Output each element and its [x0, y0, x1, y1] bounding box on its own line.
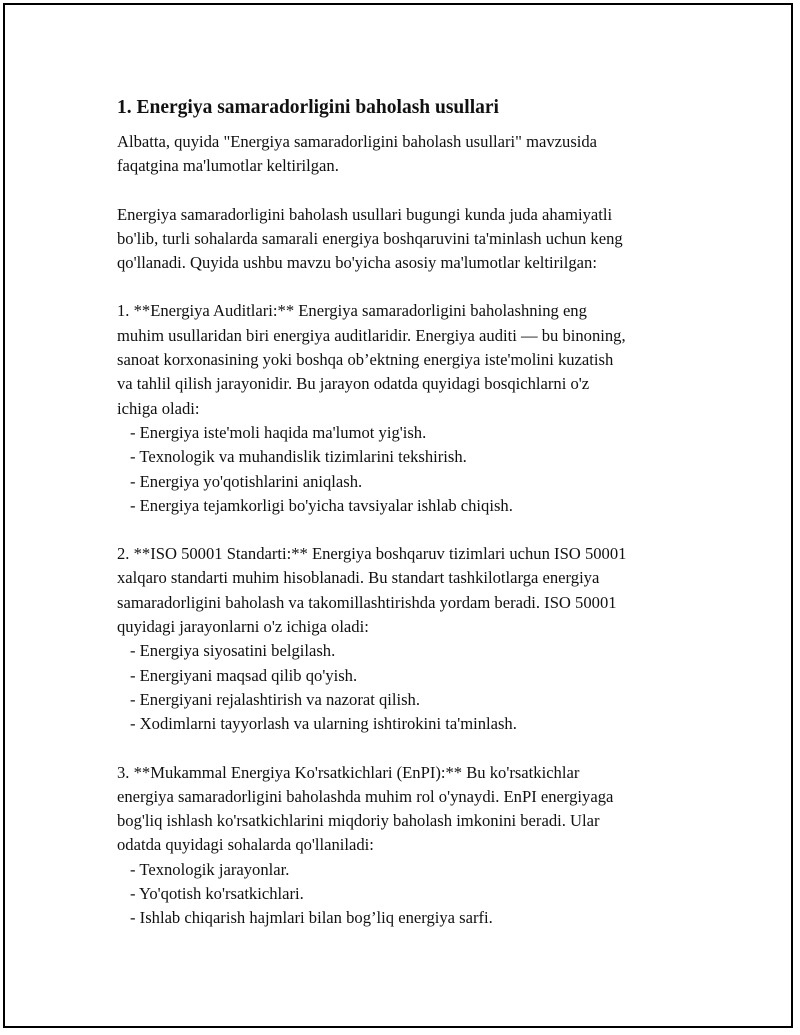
list-item: - Yo'qotish ko'rsatkichlari.: [130, 884, 304, 904]
section-1-line: va tahlil qilish jarayonidir. Bu jarayon odatda quyidagi bosqichlarni o'z: [117, 374, 590, 394]
document-body: [117, 95, 692, 931]
paragraph-line: qo'llanadi. Quyida ushbu mavzu bo'yicha asosiy ma'lumotlar keltirilgan:: [117, 253, 597, 273]
section-3-line: odatda quyidagi sohalarda qo'llaniladi:: [117, 835, 374, 855]
list-item: - Texnologik jarayonlar.: [130, 859, 290, 879]
list-item: - Ishlab chiqarish hajmlari bilan bog’liq energiya sarfi.: [130, 908, 493, 928]
section-3-line: 3. **Mukammal Energiya Ko'rsatkichlari (EnPI):** Bu ko'rsatkichlar: [117, 762, 580, 782]
paragraph-line: bo'lib, turli sohalarda samarali energiya boshqaruvini ta'minlash uchun keng: [117, 228, 623, 248]
list-item: - Energiyani maqsad qilib qo'yish.: [130, 665, 358, 685]
section-3-line: bog'liq ishlash ko'rsatkichlarini miqdoriy baholash imkonini beradi. Ular: [117, 811, 600, 831]
section-1-line: sanoat korxonasining yoki boshqa ob’ektning energiya iste'molini kuzatish: [117, 350, 614, 370]
list-item: - Energiya iste'moli haqida ma'lumot yig'ish.: [130, 422, 427, 442]
intro-line: Albatta, quyida "Energiya samaradorligini baholash usullari" mavzusida: [117, 132, 598, 151]
list-item: - Energiyani rejalashtirish va nazorat qilish.: [130, 689, 420, 709]
list-item: - Energiya tejamkorligi bo'yicha tavsiyalar ishlab chiqish.: [130, 495, 513, 515]
section-1-line: ichiga oladi:: [117, 398, 200, 418]
list-item: - Energiya yo'qotishlarini aniqlash.: [130, 471, 363, 491]
list-item: - Energiya siyosatini belgilash.: [130, 641, 336, 661]
document-title: 1. Energiya samaradorligini baholash usullari: [117, 97, 499, 118]
paragraph-line: Energiya samaradorligini baholash usullari bugungi kunda juda ahamiyatli: [117, 204, 613, 224]
section-2-line: xalqaro standarti muhim hisoblanadi. Bu standart tashkilotlarga energiya: [117, 568, 600, 588]
section-2-line: samaradorligini baholash va takomillashtirishda yordam beradi. ISO 50001: [117, 592, 617, 612]
section-2-line: 2. **ISO 50001 Standarti:** Energiya boshqaruv tizimlari uchun ISO 50001: [117, 544, 627, 564]
list-item: - Texnologik va muhandislik tizimlarini tekshirish.: [130, 447, 467, 467]
intro-line: faqatgina ma'lumotlar keltirilgan.: [117, 156, 339, 176]
section-2-line: quyidagi jarayonlarni o'z ichiga oladi:: [117, 617, 369, 637]
section-1-line: 1. **Energiya Auditlari:** Energiya samaradorligini baholashning eng: [117, 301, 587, 321]
section-1-line: muhim usullaridan biri energiya auditlaridir. Energiya auditi — bu binoning,: [117, 325, 626, 345]
list-item: - Xodimlarni tayyorlash va ularning ishtirokini ta'minlash.: [130, 714, 517, 734]
section-3-line: energiya samaradorligini baholashda muhim rol o'ynaydi. EnPI energiyaga: [117, 786, 614, 806]
